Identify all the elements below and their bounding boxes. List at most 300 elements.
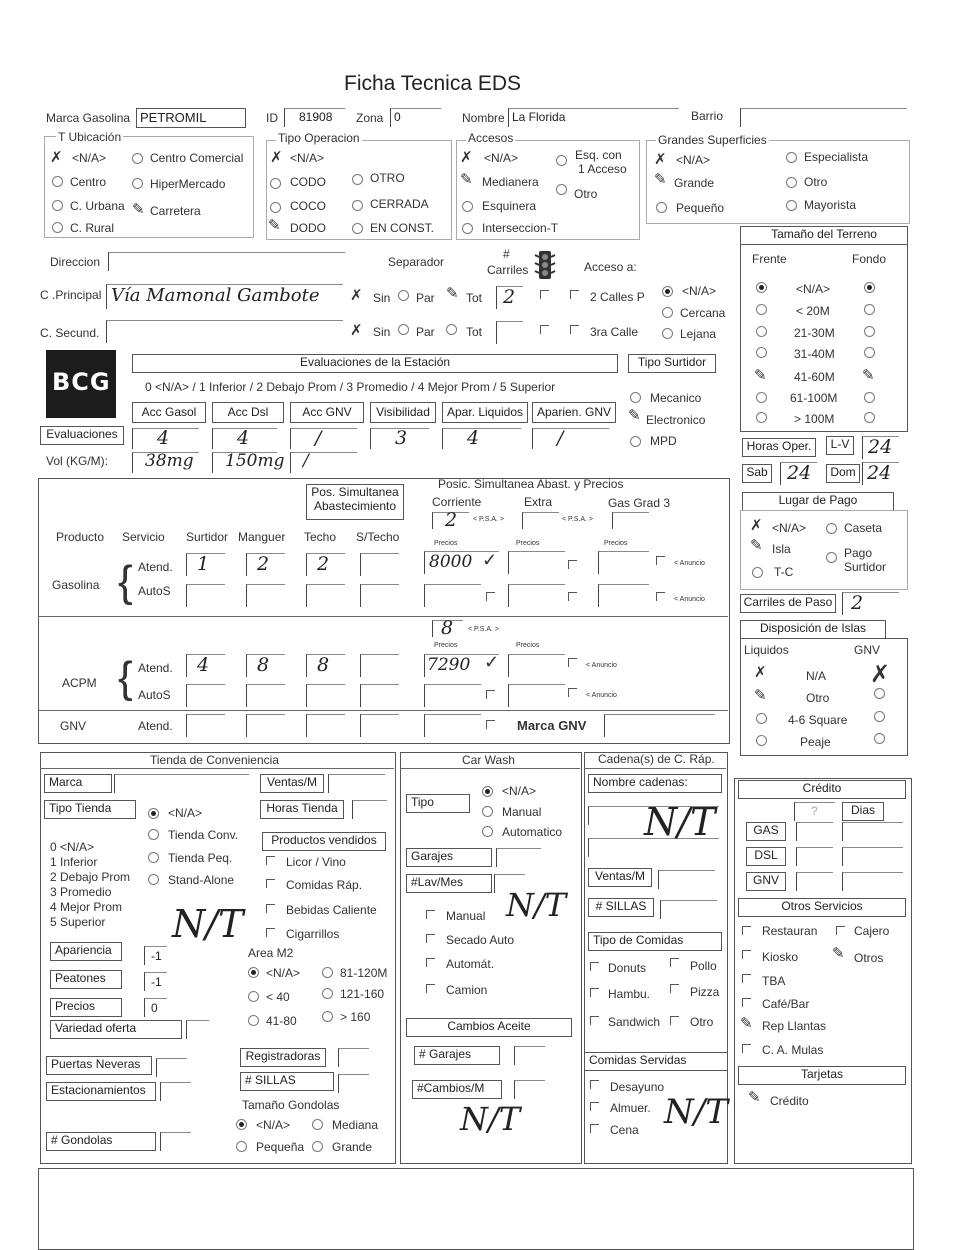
tienda-area-na-radio[interactable] xyxy=(248,967,259,978)
gas-autos-precio-grad-field[interactable] xyxy=(598,584,649,607)
tienda-estac-label: Estacionamientos xyxy=(46,1082,156,1101)
acpm-atend-field-3[interactable] xyxy=(360,654,399,677)
acpm-autos-precio-field[interactable] xyxy=(424,684,481,707)
tienda-area-81-radio[interactable] xyxy=(322,967,333,978)
pago-carriles-label: Carriles de Paso xyxy=(740,594,836,613)
tienda-prod-bebidas: Bebidas Caliente xyxy=(286,903,377,917)
terreno-frente-60-check[interactable]: ✎ xyxy=(754,367,767,384)
ubicacion-cc-radio[interactable] xyxy=(132,153,143,164)
gas-precio-extra-field[interactable] xyxy=(508,551,565,574)
servicios-otros-check[interactable]: ✎ xyxy=(832,945,845,962)
carwash-garajes2-field[interactable] xyxy=(514,1046,545,1065)
barrio-field[interactable] xyxy=(740,108,907,127)
tienda-gond-grande-radio[interactable] xyxy=(312,1141,323,1152)
gnv-atend-field-3[interactable] xyxy=(360,714,399,737)
islas-opt-peaje: Peaje xyxy=(800,735,831,749)
ubicacion-centro-radio[interactable] xyxy=(52,176,63,187)
islas-liq-square-radio[interactable] xyxy=(756,713,767,724)
carwash-tipo-auto-radio[interactable] xyxy=(482,826,493,837)
carwash-opt-automat: Automát. xyxy=(446,957,495,971)
pago-title: Lugar de Pago xyxy=(742,492,894,511)
islas-gnv-otro-radio[interactable] xyxy=(874,688,885,699)
tienda-estac-field[interactable] xyxy=(160,1082,191,1101)
gas-psa-corriente-field[interactable] xyxy=(432,509,469,531)
tienda-ventas-field[interactable] xyxy=(328,774,385,793)
cadenas-otro-check[interactable] xyxy=(670,1016,679,1025)
gas-autos-anuncio-check[interactable] xyxy=(656,592,665,601)
servicios-opt-tba: TBA xyxy=(762,974,786,988)
servicios-opt-mulas: C. A. Mulas xyxy=(762,1043,824,1057)
acpm-autos-field-1[interactable] xyxy=(246,684,285,707)
terreno-fondo-60-check[interactable]: ✎ xyxy=(862,367,875,384)
gas-autos-anuncio-label: < Anuncio xyxy=(674,596,705,603)
gnv-atend-field-1[interactable] xyxy=(246,714,285,737)
servicios-tba-check[interactable] xyxy=(742,974,751,983)
carwash-automat-check[interactable] xyxy=(426,958,435,967)
principal-value: Vía Mamonal Gambote xyxy=(111,285,320,306)
gas-anuncio-label: < Anuncio xyxy=(674,560,705,567)
gnv-atend-label: Atend. xyxy=(138,719,173,733)
gasolina-atend-field-0[interactable] xyxy=(186,553,225,576)
tienda-precios-label: Precios xyxy=(50,998,122,1017)
acpm-precio-value: 7290 xyxy=(427,655,471,675)
acpm-atend-field-0[interactable] xyxy=(186,654,225,677)
pago-caseta-radio[interactable] xyxy=(826,523,837,534)
terreno-fondo-40-radio[interactable] xyxy=(864,347,875,358)
credito-row-field-a-2[interactable] xyxy=(796,872,833,891)
credito-row-field-b-2[interactable] xyxy=(842,872,903,891)
accesos-esq-radio[interactable] xyxy=(556,155,567,166)
gas-precio-check: ✓ xyxy=(482,550,498,570)
carwash-garajes-field[interactable] xyxy=(496,848,541,867)
tienda-registradoras-field[interactable] xyxy=(338,1048,369,1067)
gasolina-atend-field-2[interactable] xyxy=(306,553,345,576)
credito-q-field[interactable] xyxy=(794,802,835,821)
terreno-frente-gt100-radio[interactable] xyxy=(756,412,767,423)
secund-sep-check[interactable] xyxy=(540,325,549,334)
gas-anuncio-check[interactable] xyxy=(656,556,665,565)
carwash-title-line xyxy=(400,768,580,769)
direccion-field[interactable] xyxy=(108,252,345,271)
cadenas-hambu-check[interactable] xyxy=(590,988,599,997)
acpm-anuncio-check[interactable] xyxy=(568,658,577,667)
ubicacion-title: T Ubicación xyxy=(58,130,122,144)
accesos-medianera-check[interactable]: ✎ xyxy=(460,171,473,188)
islas-liq-otro-check[interactable]: ✎ xyxy=(754,687,767,704)
tienda-variedad-label: Variedad oferta xyxy=(50,1020,182,1039)
grandes-opt-grande: Grande xyxy=(674,176,715,190)
operacion-codo-radio[interactable] xyxy=(270,178,281,189)
tienda-area-121-radio[interactable] xyxy=(322,988,333,999)
tarjetas-credito-check[interactable]: ✎ xyxy=(748,1089,761,1106)
servicios-cafe-check[interactable] xyxy=(742,998,751,1007)
tienda-area-160-radio[interactable] xyxy=(322,1011,333,1022)
tienda-marca-field[interactable] xyxy=(114,774,249,793)
cadenas-ventas-label: Ventas/M xyxy=(588,868,652,887)
page-title: Ficha Tecnica EDS xyxy=(344,72,522,95)
acpm-precio-extra-field[interactable] xyxy=(508,654,565,677)
tienda-puertas-field[interactable] xyxy=(156,1058,187,1077)
surtidor-mpd-radio[interactable] xyxy=(630,436,641,447)
gasolina-autos-label: AutoS xyxy=(138,584,171,598)
gnv-atend-field-2[interactable] xyxy=(306,714,345,737)
nombre-label: Nombre xyxy=(462,111,505,125)
extra-label: Extra xyxy=(524,495,553,509)
evaluaciones-value-2: / xyxy=(315,427,322,449)
horas-sab-field[interactable] xyxy=(780,462,817,485)
servicios-mulas-check[interactable] xyxy=(742,1044,751,1053)
terreno-frente-40-radio[interactable] xyxy=(756,347,767,358)
tienda-comidas-check[interactable] xyxy=(266,879,275,888)
tienda-peatones-label: Peatones xyxy=(50,970,122,989)
secund-tot-radio[interactable] xyxy=(446,324,457,335)
ubicacion-rural-radio[interactable] xyxy=(52,222,63,233)
cadenas-desayuno-check[interactable] xyxy=(590,1080,599,1089)
principal-sin-check[interactable]: ✗ xyxy=(350,287,363,304)
producto-col-0: Producto xyxy=(56,530,105,544)
acpm-precio-label-1: Precios xyxy=(434,642,458,649)
principal-carriles-field[interactable] xyxy=(496,286,523,309)
gnv-check[interactable] xyxy=(486,720,495,729)
acpm-autos-field-2[interactable] xyxy=(306,684,345,707)
gasolina-autos-field-0[interactable] xyxy=(186,584,225,607)
accesos-esquinera-radio[interactable] xyxy=(462,201,473,212)
vol-value-1: 150mg xyxy=(225,451,285,471)
islas-opt-square: 4-6 Square xyxy=(788,713,848,727)
gasolina-atend-label: Atend. xyxy=(138,560,173,574)
tienda-area-41-radio[interactable] xyxy=(248,1015,259,1026)
gas-precio-grad-field[interactable] xyxy=(598,551,649,574)
ubicacion-opt-carretera: Carretera xyxy=(150,204,201,218)
cadenas-sandwich-check[interactable] xyxy=(590,1016,599,1025)
pago-tc-radio[interactable] xyxy=(752,567,763,578)
terreno-frente-30-radio[interactable] xyxy=(756,326,767,337)
grandes-mayorista-radio[interactable] xyxy=(786,200,797,211)
tienda-scale-item-2: 2 Debajo Prom xyxy=(50,870,131,884)
tienda-gond-pequena-radio[interactable] xyxy=(236,1141,247,1152)
pago-isla-check[interactable]: ✎ xyxy=(750,537,763,554)
carwash-cambios-label: #Cambios/M xyxy=(412,1080,502,1099)
ubicacion-opt-cc: Centro Comercial xyxy=(150,151,244,165)
gnv-atend-field-0[interactable] xyxy=(186,714,225,737)
id-field[interactable] xyxy=(284,108,345,127)
terreno-title: Tamaño del Terreno xyxy=(740,226,908,245)
operacion-title: Tipo Operacion xyxy=(278,131,360,145)
tienda-gond-opt-na: <N/A> xyxy=(256,1118,291,1132)
gasolina-atend-field-3[interactable] xyxy=(360,553,399,576)
credito-row-field-b-0[interactable] xyxy=(842,822,903,841)
accesos-na-check[interactable]: ✗ xyxy=(460,149,473,166)
terreno-fondo-100-radio[interactable] xyxy=(864,392,875,403)
cadenas-opt-sandwich: Sandwich xyxy=(608,1015,661,1029)
terreno-fondo-20-radio[interactable] xyxy=(864,304,875,315)
principal-carriles-value: 2 xyxy=(503,286,516,308)
tienda-scale-item-3: 3 Promedio xyxy=(50,885,112,899)
evaluaciones-field-2[interactable] xyxy=(290,428,357,449)
pago-opt-isla: Isla xyxy=(772,542,791,556)
tienda-gondolas-field[interactable] xyxy=(160,1132,191,1151)
cadenas-pollo-check[interactable] xyxy=(670,958,679,967)
gas-psa-label-2: < P.S.A. > xyxy=(562,516,594,523)
credito-row-field-b-1[interactable] xyxy=(842,847,903,866)
evaluaciones-field-5[interactable] xyxy=(532,428,609,449)
marca-gnv-field[interactable] xyxy=(604,714,715,737)
terreno-fondo-na-radio[interactable] xyxy=(864,282,875,293)
islas-liq-na-check[interactable]: ✗ xyxy=(754,664,767,681)
tienda-scale-item-4: 4 Mejor Prom xyxy=(50,900,123,914)
principal-sep-check[interactable] xyxy=(540,290,549,299)
carwash-camion-check[interactable] xyxy=(426,984,435,993)
terreno-fondo-gt100-radio[interactable] xyxy=(864,412,875,423)
producto-col-2: Surtidor xyxy=(186,530,229,544)
accesos-interseccion-radio[interactable] xyxy=(462,223,473,234)
islas-gnv-peaje-radio[interactable] xyxy=(874,733,885,744)
acpm-atend-field-2[interactable] xyxy=(306,654,345,677)
terreno-frente-na-radio[interactable] xyxy=(756,282,767,293)
gas-psa-extra-field[interactable] xyxy=(522,512,559,529)
gas-extra-check[interactable] xyxy=(568,560,577,569)
horas-label: Horas Oper. xyxy=(742,438,816,457)
horas-lv-field[interactable] xyxy=(862,436,899,459)
acpm-atend-value-0: 4 xyxy=(197,654,210,676)
acceso-cercana-radio[interactable] xyxy=(662,307,673,318)
secund-carriles-field[interactable] xyxy=(496,321,523,344)
acceso-lejana-radio[interactable] xyxy=(662,328,673,339)
carwash-tipo-na-radio[interactable] xyxy=(482,786,493,797)
grandes-especialista-radio[interactable] xyxy=(786,152,797,163)
acpm-psa-field[interactable] xyxy=(432,617,463,639)
servicios-opt-cafe: Café/Bar xyxy=(762,997,810,1011)
carwash-cambios-field[interactable] xyxy=(514,1080,545,1099)
operacion-cerrada-radio[interactable] xyxy=(352,200,363,211)
grandes-na-check[interactable]: ✗ xyxy=(654,151,667,168)
direccion-label: Direccion xyxy=(50,255,101,269)
operacion-na-check[interactable]: ✗ xyxy=(270,149,283,166)
credito-row-field-a-1[interactable] xyxy=(796,847,833,866)
gasolina-atend-value-0: 1 xyxy=(197,553,210,575)
vol-field-2[interactable] xyxy=(290,452,357,473)
tienda-precios-field[interactable] xyxy=(144,998,167,1017)
evaluaciones-field-4[interactable] xyxy=(442,428,521,449)
secund-3ra-check[interactable] xyxy=(570,325,579,334)
gas-autos-precio-field[interactable] xyxy=(424,584,481,607)
evaluaciones-value-0: 4 xyxy=(157,427,170,449)
acpm-autos-precio-extra-field[interactable] xyxy=(508,684,565,707)
ubicacion-opt-centro: Centro xyxy=(70,175,107,189)
acpm-atend-value-1: 8 xyxy=(257,654,270,676)
operacion-otro-radio[interactable] xyxy=(352,174,363,185)
tienda-gond-opt-grande: Grande xyxy=(332,1140,373,1154)
cadenas-ventas-field[interactable] xyxy=(658,870,715,889)
accesos-title: Accesos xyxy=(468,131,514,145)
cadenas-tipo-label: Tipo de Comidas xyxy=(588,932,722,951)
grandes-grande-check[interactable]: ✎ xyxy=(654,171,667,188)
cadenas-opt-hambu: Hambu. xyxy=(608,987,651,1001)
terreno-frente: Frente xyxy=(752,252,787,266)
gas-autos-check-2[interactable] xyxy=(568,592,577,601)
cadenas-nt-mark: N/T xyxy=(644,800,716,844)
cadenas-donuts-check[interactable] xyxy=(590,962,599,971)
ubicacion-opt-urbana: C. Urbana xyxy=(70,199,125,213)
evaluaciones-col-4: Apar. Liquidos xyxy=(442,402,528,423)
gasolina-atend-value-1: 2 xyxy=(257,553,270,575)
accesos-otro-radio[interactable] xyxy=(556,184,567,195)
terreno-opt-gt100: > 100M xyxy=(794,412,835,426)
evaluaciones-field-0[interactable] xyxy=(132,428,199,449)
gasolina-autos-field-3[interactable] xyxy=(360,584,399,607)
gnv-precio-field[interactable] xyxy=(424,714,481,737)
surtidor-title: Tipo Surtidor xyxy=(628,354,716,373)
cadenas-title-line xyxy=(584,768,726,769)
operacion-dodo-check[interactable]: ✎ xyxy=(268,217,281,234)
terreno-fondo-30-radio[interactable] xyxy=(864,326,875,337)
marca-field[interactable] xyxy=(136,108,246,128)
surtidor-electronico-check[interactable]: ✎ xyxy=(628,407,641,424)
principal-par-radio[interactable] xyxy=(398,290,409,301)
terreno-frente-20-radio[interactable] xyxy=(756,304,767,315)
tienda-tipo-conv-radio[interactable] xyxy=(148,829,159,840)
terreno-opt-na: <N/A> xyxy=(796,282,831,296)
cadenas-pizza-check[interactable] xyxy=(670,984,679,993)
pago-carriles-field[interactable] xyxy=(842,592,899,615)
principal-2calles-check[interactable] xyxy=(570,290,579,299)
tienda-apariencia-field[interactable] xyxy=(144,946,167,965)
operacion-const-radio[interactable] xyxy=(352,223,363,234)
gasolina-atend-field-1[interactable] xyxy=(246,553,285,576)
grandes-pequeno-radio[interactable] xyxy=(656,202,667,213)
tienda-licor-check[interactable] xyxy=(266,856,275,865)
tienda-registradoras-label: Registradoras xyxy=(240,1048,326,1067)
islas-liq-peaje-radio[interactable] xyxy=(756,735,767,746)
tienda-peatones-value: -1 xyxy=(151,975,162,989)
tienda-peatones-field[interactable] xyxy=(144,972,167,991)
carwash-tipo-label: Tipo xyxy=(406,794,470,813)
observaciones-box[interactable] xyxy=(38,1168,914,1250)
vol-value-0: 38mg xyxy=(145,451,194,471)
grandes-opt-otro: Otro xyxy=(804,175,828,189)
acpm-anuncio-label: < Anuncio xyxy=(586,662,617,669)
carwash-lav-label: #Lav/Mes xyxy=(406,874,492,893)
vol-field-1[interactable] xyxy=(212,451,285,473)
tienda-tipo-peq-radio[interactable] xyxy=(148,852,159,863)
acpm-autos-field-3[interactable] xyxy=(360,684,399,707)
servicios-llantas-check[interactable]: ✎ xyxy=(740,1015,753,1032)
evaluaciones-col-2: Acc GNV xyxy=(290,402,364,423)
credito-row-label-1: DSL xyxy=(746,847,786,866)
ubicacion-na-check[interactable]: ✗ xyxy=(50,149,63,166)
acpm-autos-anuncio-check[interactable] xyxy=(568,688,577,697)
principal-field[interactable] xyxy=(106,284,343,309)
tienda-cigarrillos-check[interactable] xyxy=(266,928,275,937)
evaluaciones-field-1[interactable] xyxy=(212,428,277,449)
operacion-coco-radio[interactable] xyxy=(270,202,281,213)
servicios-kiosko-check[interactable] xyxy=(742,950,751,959)
pago-na-check[interactable]: ✗ xyxy=(750,517,763,534)
tienda-area-opt-121: 121-160 xyxy=(340,987,385,1001)
islas-gnv-na-check[interactable]: ✗ xyxy=(870,661,891,688)
marca-value: PETROMIL xyxy=(140,110,207,125)
tienda-gond-mediana-radio[interactable] xyxy=(312,1119,323,1130)
servicios-restauran-check[interactable] xyxy=(742,926,751,935)
carwash-tipo-manual-radio[interactable] xyxy=(482,806,493,817)
tienda-bebidas-check[interactable] xyxy=(266,904,275,913)
zona-field[interactable] xyxy=(390,108,441,127)
ubicacion-hiper-radio[interactable] xyxy=(132,178,143,189)
ubicacion-urbana-radio[interactable] xyxy=(52,200,63,211)
tienda-area-opt-81: 81-120M xyxy=(340,966,388,980)
secund-par-radio[interactable] xyxy=(398,324,409,335)
vol-value-2: / xyxy=(303,451,309,471)
islas-gnv-square-radio[interactable] xyxy=(874,711,885,722)
carwash-secado-check[interactable] xyxy=(426,934,435,943)
tienda-tipo-na-radio[interactable] xyxy=(148,808,159,819)
credito-row-label-2: GNV xyxy=(746,872,786,891)
credito-row-field-a-0[interactable] xyxy=(796,822,833,841)
grandes-title: Grandes Superficies xyxy=(658,133,767,147)
terreno-frente-100-radio[interactable] xyxy=(756,392,767,403)
grandes-otro-radio[interactable] xyxy=(786,177,797,188)
horas-dom-field[interactable] xyxy=(862,462,899,485)
nombre-field[interactable] xyxy=(508,108,679,127)
gas-autos-check-1[interactable] xyxy=(486,592,495,601)
tienda-sillas-field[interactable] xyxy=(338,1074,369,1093)
evaluaciones-field-3[interactable] xyxy=(370,428,429,449)
cadenas-sillas-field[interactable] xyxy=(660,900,717,919)
cadenas-cena-check[interactable] xyxy=(590,1124,599,1133)
evaluaciones-col-1: Acc Dsl xyxy=(212,402,284,423)
cadenas-almuer-check[interactable] xyxy=(590,1102,599,1111)
acpm-autos-field-0[interactable] xyxy=(186,684,225,707)
cadenas-opt-donuts: Donuts xyxy=(608,961,647,975)
cadenas-opt-cena: Cena xyxy=(610,1123,639,1137)
pago-surtidor-radio[interactable] xyxy=(826,552,837,563)
ubicacion-opt-rural: C. Rural xyxy=(70,221,115,235)
gas-psa-grad-field[interactable] xyxy=(612,512,649,529)
servicios-opt-cajero: Cajero xyxy=(854,924,890,938)
secund-sin-check[interactable]: ✗ xyxy=(350,322,363,339)
tienda-area-opt-na: <N/A> xyxy=(266,966,301,980)
gas-autos-precio-extra-field[interactable] xyxy=(508,584,565,607)
tienda-apariencia-value: -1 xyxy=(151,949,162,963)
tienda-gond-opt-pequena: Pequeña xyxy=(256,1140,305,1154)
acpm-atend-field-1[interactable] xyxy=(246,654,285,677)
gasolina-autos-field-2[interactable] xyxy=(306,584,345,607)
vol-field-0[interactable] xyxy=(132,452,199,473)
tienda-tipo-stand-radio[interactable] xyxy=(148,874,159,885)
acceso-na-radio[interactable] xyxy=(662,286,673,297)
grandes-opt-pequeno: Pequeño xyxy=(676,201,725,215)
acceso-a-label: Acceso a: xyxy=(584,260,637,274)
gasolina-autos-field-1[interactable] xyxy=(246,584,285,607)
tienda-horas-field[interactable] xyxy=(352,800,387,819)
acpm-autos-check-1[interactable] xyxy=(486,690,495,699)
principal-tot-label: Tot xyxy=(466,291,483,305)
evaluaciones-value-3: 3 xyxy=(395,427,408,449)
pago-carriles-value: 2 xyxy=(851,592,864,614)
secund-tot-label: Tot xyxy=(466,325,483,339)
acpm-atend-value-2: 8 xyxy=(317,654,330,676)
secund-field[interactable] xyxy=(106,320,343,343)
tienda-gond-na-radio[interactable] xyxy=(236,1119,247,1130)
ubicacion-carretera-check[interactable]: ✎ xyxy=(132,201,145,218)
principal-tot-check[interactable]: ✎ xyxy=(446,285,459,302)
servicios-cajero-check[interactable] xyxy=(836,926,845,935)
surtidor-mecanico-radio[interactable] xyxy=(630,392,641,403)
tienda-variedad-field[interactable] xyxy=(186,1020,209,1039)
carwash-manual-check[interactable] xyxy=(426,910,435,919)
tienda-area-40-radio[interactable] xyxy=(248,991,259,1002)
cadenas-opt-desayuno: Desayuno xyxy=(610,1080,665,1094)
